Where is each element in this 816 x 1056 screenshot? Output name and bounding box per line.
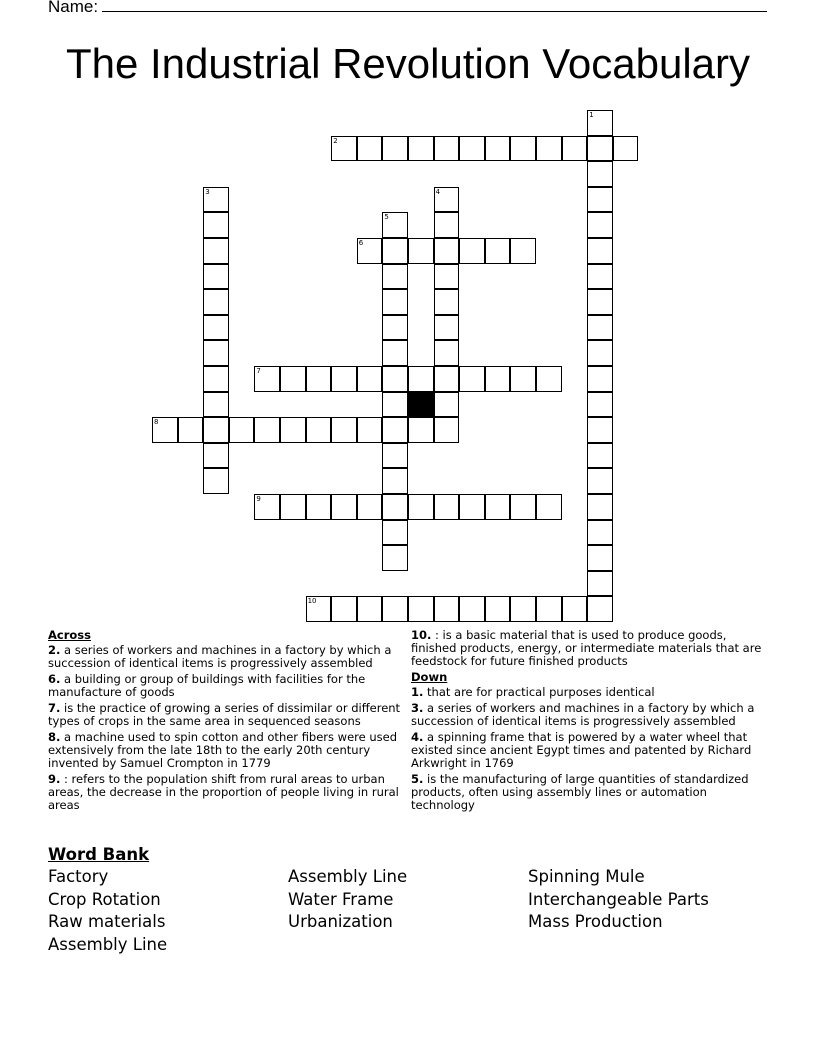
crossword-cell[interactable] bbox=[562, 136, 588, 162]
crossword-cell[interactable] bbox=[434, 596, 460, 622]
crossword-cell[interactable] bbox=[485, 238, 511, 264]
crossword-cell[interactable] bbox=[203, 417, 229, 443]
crossword-cell[interactable] bbox=[536, 494, 562, 520]
crossword-cell[interactable] bbox=[382, 468, 408, 494]
crossword-cell[interactable] bbox=[459, 366, 485, 392]
clue-across-2: 2. a series of workers and machines in a factory by which a succession of identical items is progressively assembled bbox=[48, 643, 392, 670]
crossword-cell[interactable] bbox=[357, 366, 383, 392]
crossword-cell[interactable] bbox=[408, 596, 434, 622]
crossword-cell[interactable] bbox=[408, 417, 434, 443]
crossword-cell[interactable] bbox=[510, 238, 536, 264]
crossword-cell[interactable] bbox=[357, 596, 383, 622]
crossword-cell[interactable] bbox=[562, 596, 588, 622]
clue-number: 1 bbox=[589, 111, 594, 119]
crossword-cell[interactable] bbox=[536, 596, 562, 622]
word-bank-item: Factory bbox=[48, 867, 109, 886]
crossword-cell[interactable] bbox=[306, 366, 332, 392]
crossword-cell[interactable] bbox=[587, 289, 613, 315]
clue-number: 4 bbox=[435, 187, 441, 196]
crossword-cell[interactable] bbox=[306, 494, 332, 520]
crossword-cell[interactable] bbox=[587, 571, 613, 597]
crossword-cell[interactable] bbox=[203, 264, 229, 290]
crossword-cell[interactable] bbox=[587, 443, 613, 469]
crossword-cell[interactable] bbox=[510, 136, 536, 162]
word-bank-item: Water Frame bbox=[288, 889, 394, 909]
crossword-cell[interactable] bbox=[510, 494, 536, 520]
word-bank-item: Spinning Mule bbox=[528, 867, 645, 886]
clue-number: 10 bbox=[307, 597, 317, 606]
clue-across-10: 10. : is a basic material that is used to produce goods, finished products, energy, or intermediate materials that are feedstock for future finished products bbox=[411, 628, 762, 668]
crossword-cell[interactable] bbox=[408, 494, 434, 520]
crossword-cell[interactable] bbox=[587, 187, 613, 213]
word-bank-item: Raw materials bbox=[48, 912, 166, 932]
crossword-cell[interactable] bbox=[254, 366, 280, 392]
crossword-cell[interactable] bbox=[203, 443, 229, 469]
crossword-cell[interactable] bbox=[382, 212, 408, 238]
crossword-cell[interactable] bbox=[587, 161, 613, 187]
clue-number: 2 bbox=[333, 136, 338, 145]
crossword-cell[interactable] bbox=[536, 366, 562, 392]
crossword-cell[interactable] bbox=[357, 417, 383, 443]
crossword-cell[interactable] bbox=[408, 136, 434, 162]
crossword-cell[interactable] bbox=[408, 366, 434, 392]
crossword-cell[interactable] bbox=[306, 417, 332, 443]
crossword-cell[interactable] bbox=[434, 187, 460, 213]
crossword-cell[interactable] bbox=[587, 238, 613, 264]
crossword-cell[interactable] bbox=[587, 520, 613, 546]
crossword-cell[interactable] bbox=[203, 212, 229, 238]
clue-across-8: 8. a machine used to spin cotton and other fibers were used extensively from the late 18th to the early 20th century invented by Samuel Crompton in 1779 bbox=[48, 730, 398, 770]
crossword-cell[interactable] bbox=[382, 545, 408, 571]
word-bank-column-3 bbox=[528, 866, 709, 934]
crossword-cell[interactable] bbox=[331, 136, 357, 162]
crossword-cell[interactable] bbox=[434, 264, 460, 290]
crossword-cell[interactable] bbox=[587, 136, 613, 162]
crossword-cell[interactable] bbox=[587, 315, 613, 341]
crossword-cell[interactable] bbox=[357, 136, 383, 162]
crossword-cell[interactable] bbox=[331, 596, 357, 622]
crossword-cell[interactable] bbox=[357, 494, 383, 520]
crossword-cell[interactable] bbox=[459, 136, 485, 162]
crossword-cell[interactable] bbox=[434, 366, 460, 392]
crossword-cell[interactable] bbox=[203, 238, 229, 264]
crossword-cell[interactable] bbox=[203, 289, 229, 315]
crossword-cell[interactable] bbox=[587, 596, 613, 622]
crossword-cell[interactable] bbox=[434, 494, 460, 520]
crossword-cell[interactable] bbox=[587, 366, 613, 392]
crossword-cell[interactable] bbox=[382, 340, 408, 366]
clue-number: 3 bbox=[205, 187, 210, 196]
clues-left-column bbox=[48, 629, 408, 815]
crossword-cell[interactable] bbox=[459, 238, 485, 264]
word-bank-item: Crop Rotation bbox=[48, 889, 161, 909]
word-bank-item: Mass Production bbox=[528, 912, 663, 932]
crossword-cell[interactable] bbox=[587, 212, 613, 238]
crossword-cell[interactable] bbox=[382, 443, 408, 469]
word-bank-column-2 bbox=[288, 866, 407, 934]
word-bank-item: Interchangeable Parts bbox=[528, 889, 709, 909]
crossword-cell[interactable] bbox=[434, 340, 460, 366]
clue-number: 6 bbox=[358, 239, 364, 247]
clue-down-3: 3. a series of workers and machines in a factory by which a succession of identical items is progressively assembled bbox=[411, 701, 755, 728]
crossword-cell[interactable] bbox=[510, 366, 536, 392]
crossword-cell[interactable] bbox=[382, 494, 408, 520]
crossword-cell[interactable] bbox=[254, 494, 280, 520]
word-bank-item: Urbanization bbox=[288, 912, 393, 932]
crossword-cell[interactable] bbox=[382, 136, 408, 162]
black-cell bbox=[408, 392, 434, 418]
clue-number: 7 bbox=[256, 367, 261, 375]
crossword-cell[interactable] bbox=[434, 417, 460, 443]
crossword-cell[interactable] bbox=[229, 417, 255, 443]
crossword-cell[interactable] bbox=[280, 417, 306, 443]
crossword-cell[interactable] bbox=[331, 494, 357, 520]
clue-number: 8 bbox=[154, 418, 159, 427]
crossword-cell[interactable] bbox=[587, 417, 613, 443]
crossword-cell[interactable] bbox=[203, 366, 229, 392]
clue-number: 9 bbox=[256, 495, 261, 503]
crossword-cell[interactable] bbox=[459, 596, 485, 622]
clue-down-4: 4. a spinning frame that is powered by a water wheel that existed since ancient Egypt times and patented by Richard Arkwright in 1769 bbox=[411, 730, 752, 770]
across-heading: Across bbox=[48, 628, 91, 642]
crossword-cell[interactable] bbox=[203, 187, 229, 213]
word-bank-item: Assembly Line bbox=[288, 867, 408, 886]
clue-across-9: 9. : refers to the population shift from rural areas to urban areas, the decrease in the proportion of people living in rural areas bbox=[48, 772, 399, 812]
word-bank-title: Word Bank bbox=[48, 845, 150, 864]
word-bank-item: Assembly Line bbox=[48, 934, 168, 954]
crossword-cell[interactable] bbox=[254, 417, 280, 443]
down-heading: Down bbox=[411, 670, 448, 684]
name-label: Name: bbox=[48, 0, 99, 16]
crossword-cell[interactable] bbox=[203, 468, 229, 494]
crossword-cell[interactable] bbox=[382, 366, 408, 392]
crossword-cell[interactable] bbox=[306, 596, 332, 622]
crossword-cell[interactable] bbox=[434, 212, 460, 238]
crossword-cell[interactable] bbox=[382, 392, 408, 418]
crossword-cell[interactable] bbox=[152, 417, 178, 443]
crossword-cell[interactable] bbox=[331, 417, 357, 443]
crossword-cell[interactable] bbox=[587, 392, 613, 418]
word-bank-column-1 bbox=[48, 866, 167, 956]
crossword-cell[interactable] bbox=[587, 545, 613, 571]
crossword-cell[interactable] bbox=[587, 264, 613, 290]
clue-down-1: 1. that are for practical purposes identical bbox=[411, 685, 655, 699]
crossword-cell[interactable] bbox=[178, 417, 204, 443]
crossword-cell[interactable] bbox=[587, 340, 613, 366]
crossword-cell[interactable] bbox=[382, 289, 408, 315]
clues-right-column bbox=[411, 629, 771, 815]
crossword-cell[interactable] bbox=[382, 264, 408, 290]
crossword-cell[interactable] bbox=[382, 596, 408, 622]
crossword-cell[interactable] bbox=[587, 468, 613, 494]
crossword-cell[interactable] bbox=[203, 340, 229, 366]
page-title: The Industrial Revolution Vocabulary bbox=[65, 40, 751, 87]
crossword-cell[interactable] bbox=[203, 315, 229, 341]
crossword-cell[interactable] bbox=[587, 494, 613, 520]
crossword-cell[interactable] bbox=[280, 366, 306, 392]
crossword-cell[interactable] bbox=[434, 315, 460, 341]
crossword-cell[interactable] bbox=[331, 366, 357, 392]
crossword-cell[interactable] bbox=[382, 520, 408, 546]
clue-across-6: 6. a building or group of buildings with facilities for the manufacture of goods bbox=[48, 672, 366, 699]
crossword-cell[interactable] bbox=[357, 238, 383, 264]
crossword-cell[interactable] bbox=[434, 289, 460, 315]
crossword-cell[interactable] bbox=[382, 238, 408, 264]
crossword-cell[interactable] bbox=[434, 238, 460, 264]
crossword-cell[interactable] bbox=[280, 494, 306, 520]
crossword-cell[interactable] bbox=[408, 238, 434, 264]
crossword-cell[interactable] bbox=[536, 136, 562, 162]
crossword-cell[interactable] bbox=[613, 136, 639, 162]
clue-number: 5 bbox=[384, 213, 389, 222]
crossword-cell[interactable] bbox=[382, 315, 408, 341]
crossword-cell[interactable] bbox=[485, 494, 511, 520]
clue-across-7: 7. is the practice of growing a series of dissimilar or different types of crops in the same area in sequenced seasons bbox=[48, 701, 401, 728]
crossword-cell[interactable] bbox=[587, 110, 613, 136]
crossword-cell[interactable] bbox=[459, 494, 485, 520]
crossword-cell[interactable] bbox=[485, 596, 511, 622]
crossword-cell[interactable] bbox=[434, 392, 460, 418]
crossword-cell[interactable] bbox=[203, 392, 229, 418]
crossword-cell[interactable] bbox=[510, 596, 536, 622]
crossword-cell[interactable] bbox=[485, 366, 511, 392]
clue-down-5: 5. is the manufacturing of large quantities of standardized products, often using assembly lines or automation technology bbox=[411, 772, 749, 812]
crossword-cell[interactable] bbox=[382, 417, 408, 443]
crossword-cell[interactable] bbox=[485, 136, 511, 162]
crossword-cell[interactable] bbox=[434, 136, 460, 162]
